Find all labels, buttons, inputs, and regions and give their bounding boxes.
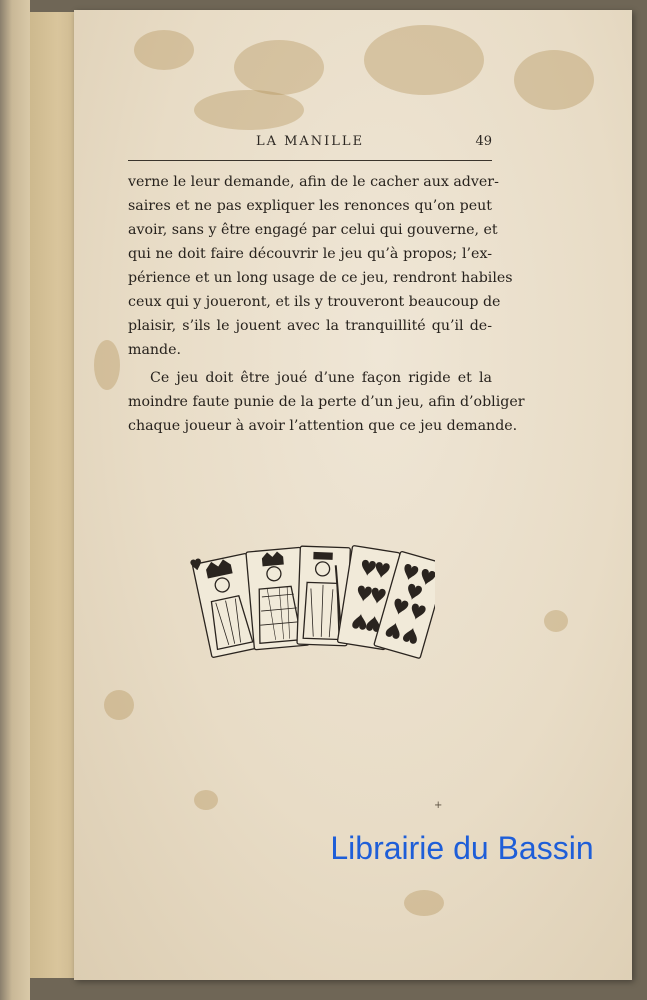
facing-page-edge <box>0 0 30 1000</box>
text-line: verne le leur demande, afin de le cacher aux adver- <box>128 174 499 190</box>
running-head <box>128 132 492 161</box>
text-line: périence et un long usage de ce jeu, rendront habiles <box>128 270 513 286</box>
page-number: 49 <box>475 134 492 149</box>
foxing-stain <box>544 610 568 632</box>
foxing-stain <box>194 790 218 810</box>
binding-strip <box>30 12 76 978</box>
foxing-stain <box>364 25 484 95</box>
watermark-text: Librairie du Bassin <box>330 830 594 866</box>
running-title: LA MANILLE <box>255 134 365 149</box>
text-line: plaisir, s’ils le jouent avec la tranquillité qu’il de- <box>128 318 492 334</box>
foxing-stain <box>234 40 324 95</box>
text-line: qui ne doit faire découvrir le jeu qu’à propos; l’ex- <box>128 246 492 262</box>
foxing-stain <box>514 50 594 110</box>
foxing-stain <box>94 340 120 390</box>
text-line: saires et ne pas expliquer les renonces qu’on peut <box>128 198 492 214</box>
paragraph-2 <box>128 366 525 438</box>
print-mark: + <box>434 800 443 811</box>
text-line: avoir, sans y être engagé par celui qui gouverne, et <box>128 222 498 238</box>
foxing-stain <box>104 690 134 720</box>
foxing-stain <box>404 890 444 916</box>
body-text <box>128 170 525 442</box>
text-line: Ce jeu doit être joué d’une façon rigide et la <box>150 370 492 386</box>
text-line: chaque joueur à avoir l’attention que ce jeu demande. <box>128 418 518 434</box>
foxing-stain <box>194 90 304 130</box>
foxing-stain <box>134 30 194 70</box>
text-line: moindre faute punie de la perte d’un jeu, afin d’obliger <box>128 394 525 410</box>
text-line: mande. <box>128 342 182 358</box>
paragraph-1 <box>128 170 513 362</box>
text-line: ceux qui y joueront, et ils y trouveront beaucoup de <box>128 294 501 310</box>
playing-cards-fan-icon <box>190 525 435 665</box>
